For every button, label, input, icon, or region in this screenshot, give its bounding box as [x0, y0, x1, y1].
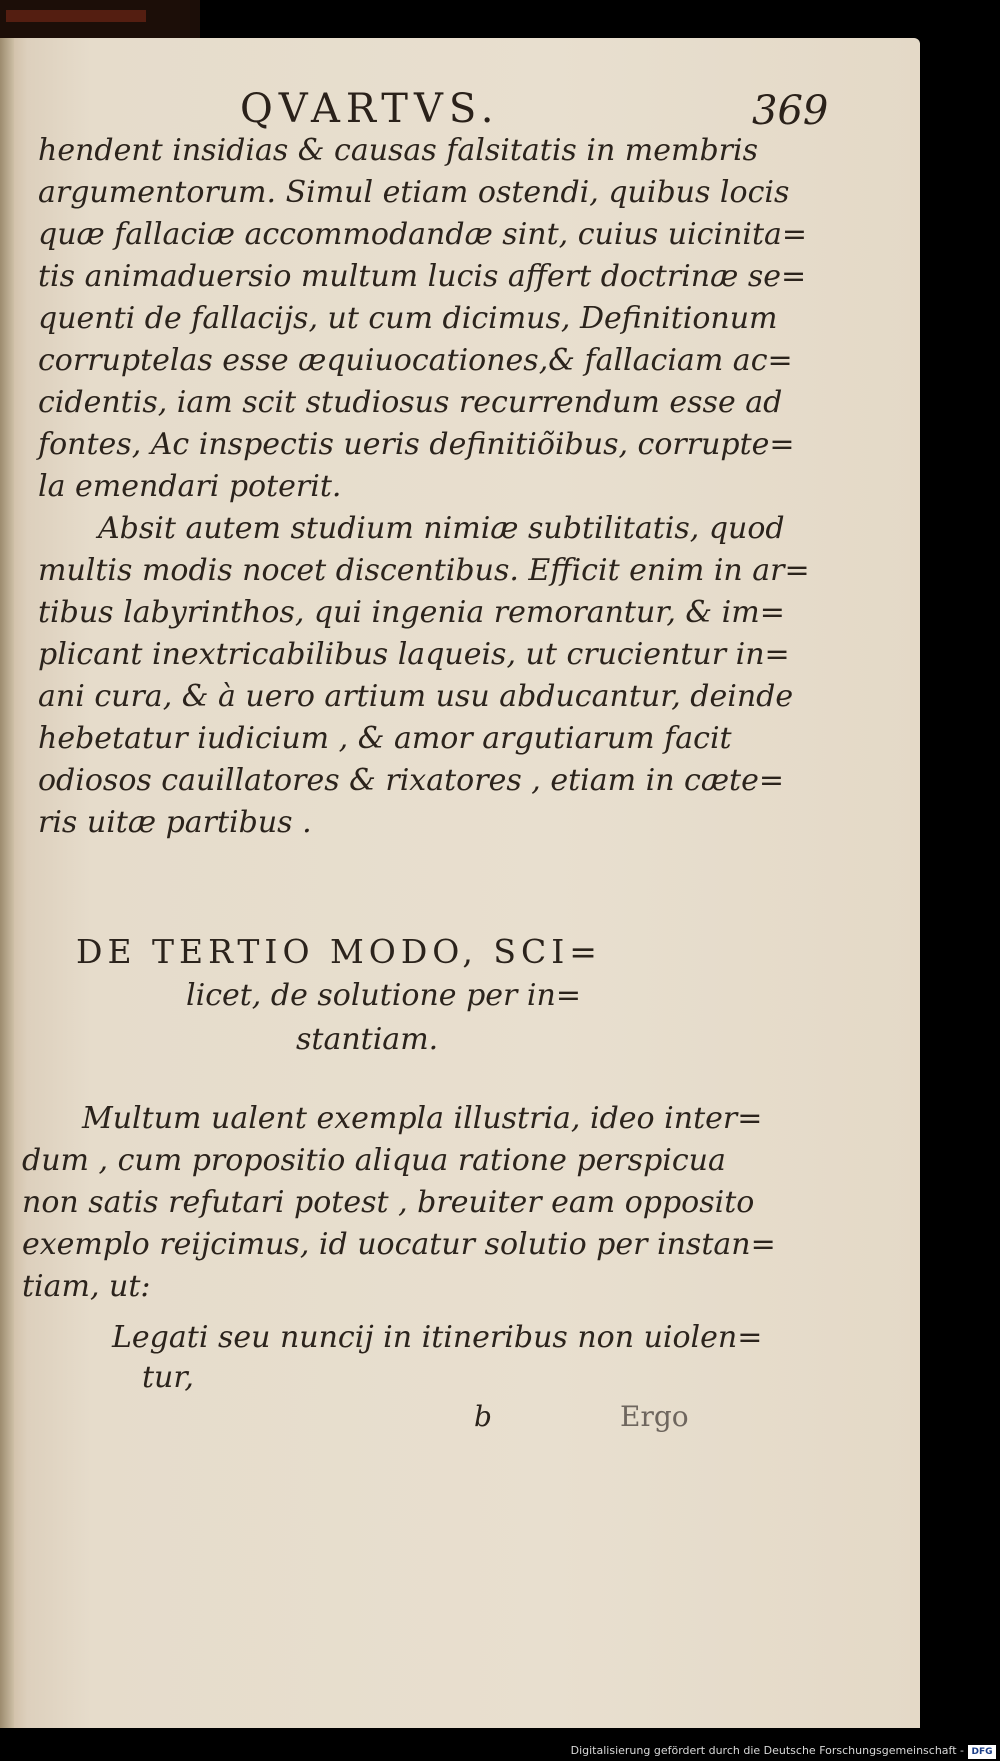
text-line: exemplo reijcimus, id uocatur solutio per instan= — [22, 1227, 776, 1262]
text-line: argumentorum. Simul etiam ostendi, quibus locis — [38, 175, 790, 210]
text-line: quæ fallaciæ accommodandæ sint, cuius uicinita= — [38, 217, 808, 252]
text-line: cidentis, iam scit studiosus recurrendum esse ad — [38, 385, 783, 420]
text-line: hebetatur iudicium , & amor argutiarum facit — [38, 721, 732, 756]
text-line: tiam, ut: — [22, 1269, 151, 1304]
text-line: ris uitæ partibus . — [38, 805, 312, 840]
body-text-block-2 — [22, 1098, 776, 1308]
text-line: multis modis nocet discentibus. Efficit enim in ar= — [38, 553, 810, 588]
text-line: plicant inextricabilibus laqueis, ut crucientur in= — [38, 637, 790, 672]
text-line: hendent insidias & causas falsitatis in membris — [38, 133, 758, 168]
text-line: dum , cum propositio aliqua ratione perspicua — [22, 1143, 726, 1178]
body-text-block-1 — [38, 130, 810, 844]
signature-mark: b — [474, 1400, 492, 1433]
text-line: Absit autem studium nimiæ subtilitatis, quod — [98, 511, 785, 546]
page-number: 369 — [752, 88, 829, 134]
text-line: odiosos cauillatores & rixatores , etiam in cæte= — [38, 763, 785, 798]
quote-line-2: tur, — [142, 1360, 194, 1395]
text-line: ani cura, & à uero artium usu abducantur, deinde — [38, 679, 794, 714]
heading-line-3: stantiam. — [296, 1022, 439, 1057]
heading-line-2: licet, de solutione per in= — [186, 978, 581, 1013]
page-gutter-shadow — [0, 38, 14, 1728]
binding-edge — [0, 0, 200, 38]
text-line: la emendari poterit. — [38, 469, 342, 504]
quote-line-1: Legati seu nuncij in itineribus non uiolen= — [112, 1320, 763, 1355]
heading-line-1: DE TERTIO MODO, SCI= — [76, 932, 602, 971]
digitization-credit: Digitalisierung gefördert durch die Deutsche Forschungsgemeinschaft - — [570, 1744, 964, 1757]
text-line: non satis refutari potest , breuiter eam opposito — [22, 1185, 755, 1220]
text-line: Multum ualent exempla illustria, ideo inter= — [82, 1101, 763, 1136]
text-line: quenti de fallacijs, ut cum dicimus, Definitionum — [38, 301, 778, 336]
section-heading — [76, 930, 696, 1062]
text-line: fontes, Ac inspectis ueris definitiõibus, corrupte= — [38, 427, 795, 462]
text-line: tis animaduersio multum lucis affert doctrinæ se= — [38, 259, 807, 294]
quoted-example — [112, 1318, 763, 1398]
text-line: tibus labyrinthos, qui ingenia remorantur, & im= — [38, 595, 785, 630]
running-head: QVARTVS. — [240, 86, 500, 132]
catchword: Ergo — [620, 1400, 689, 1433]
dfg-logo: DFG — [968, 1745, 996, 1759]
text-line: corruptelas esse æquiuocationes,& fallaciam ac= — [38, 343, 793, 378]
